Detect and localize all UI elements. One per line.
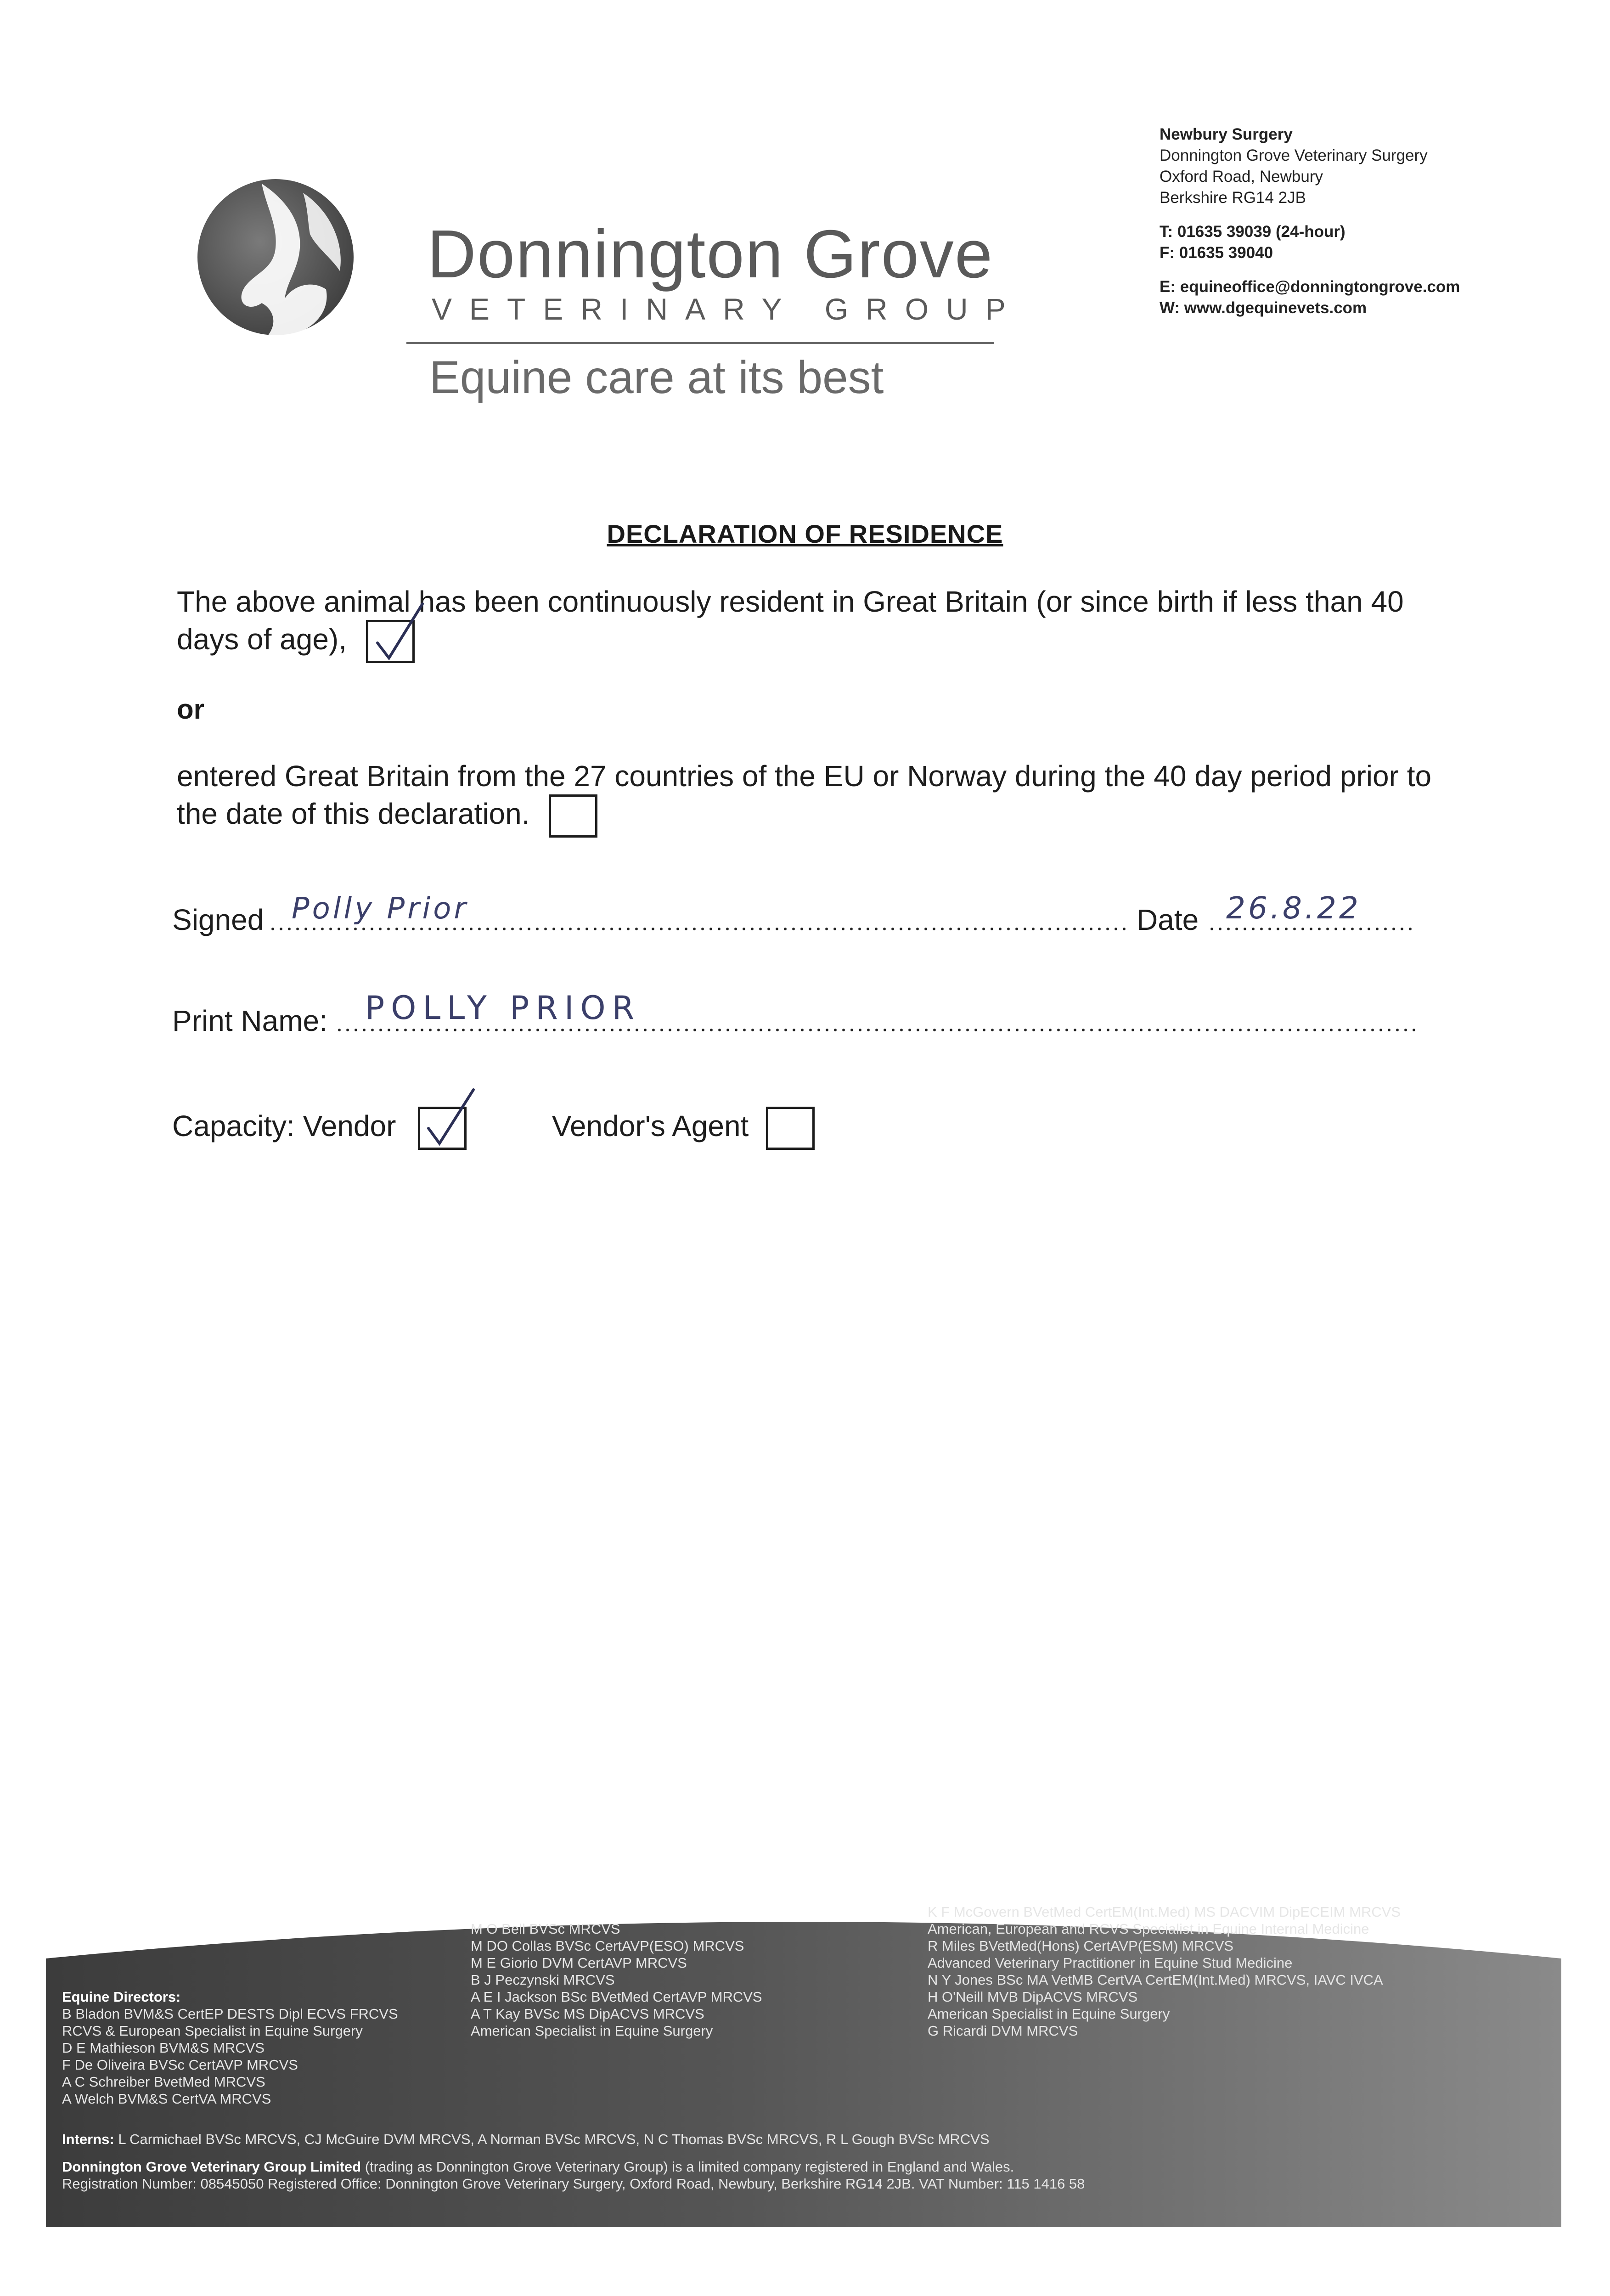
company-name: Donnington Grove Veterinary Group Limited [62, 2159, 361, 2175]
surgery-address-line: Berkshire RG14 2JB [1160, 189, 1306, 207]
residence-entered-checkbox[interactable] [549, 794, 597, 838]
capacity-row [172, 1107, 815, 1150]
specialist-line: K F McGovern BVetMed CertEM(Int.Med) MS DACVIM DipECEIM MRCVS [928, 1904, 1401, 1920]
residence-continuous-checkbox[interactable] [366, 620, 415, 663]
brand-divider [406, 342, 994, 344]
or-label: or [177, 694, 204, 725]
residence-statement-text: The above animal has been continuously resident in Great Britain (or since birth if less than 40 days of age), [177, 585, 1404, 656]
directors-title: Equine Directors: [62, 1989, 181, 2005]
print-name-label: Print Name: [172, 1004, 327, 1037]
check-mark-icon [364, 599, 428, 668]
specialist-line: R Miles BVetMed(Hons) CertAVP(ESM) MRCVS [928, 1938, 1234, 1954]
surgery-contact-block [1160, 124, 1591, 319]
specialist-line: American, European and RCVS Specialist in Equine Internal Medicine [928, 1921, 1369, 1937]
brand-name: Donnington Grove [427, 216, 994, 292]
print-name-row [172, 989, 1417, 1038]
directors-block [62, 1988, 398, 2107]
footer-band [46, 1896, 1561, 2227]
surgery-address-line: Donnington Grove Veterinary Surgery [1160, 146, 1428, 164]
specialist-line: American Specialist in Equine Surgery [928, 2006, 1170, 2022]
residence-option-entered [177, 758, 1444, 838]
surgery-website: W: www.dgequinevets.com [1160, 299, 1367, 317]
specialist-line: G Ricardi DVM MRCVS [928, 2023, 1078, 2039]
specialist-line: H O'Neill MVB DipACVS MRCVS [928, 1989, 1138, 2005]
associate-line: B J Peczynski MRCVS [471, 1972, 615, 1988]
capacity-vendor-label: Capacity: Vendor [172, 1109, 396, 1142]
interns-text: L Carmichael BVSc MRCVS, CJ McGuire DVM MRCVS, A Norman BVSc MRCVS, N C Thomas BVSc MRCVS, R L Gough BVSc MRCVS [118, 2131, 990, 2147]
company-text: (trading as Donnington Grove Veterinary Group) is a limited company registered in England and Wales. [365, 2159, 1014, 2175]
associate-line: A E I Jackson BSc BVetMed CertAVP MRCVS [471, 1989, 762, 2005]
surgery-email: E: equineoffice@donningtongrove.com [1160, 278, 1460, 296]
capacity-vendor-checkbox[interactable] [418, 1107, 467, 1150]
print-name-value: POLLY PRIOR [365, 989, 641, 1027]
horse-logo-icon [193, 174, 358, 340]
associate-line: M O Bell BVSc MRCVS [471, 1921, 620, 1937]
director-line: D E Mathieson BVM&S MRCVS [62, 2040, 265, 2056]
form-title: DECLARATION OF RESIDENCE [607, 519, 1003, 548]
date-line[interactable] [1208, 927, 1417, 931]
associate-line: A T Kay BVSc MS DipACVS MRCVS [471, 2006, 704, 2022]
signature-row [172, 890, 1417, 937]
brand-subtitle: VETERINARY GROUP [432, 292, 1023, 326]
associate-line: M E Giorio DVM CertAVP MRCVS [471, 1955, 687, 1971]
surgery-phone: T: 01635 39039 (24-hour) [1160, 223, 1345, 241]
surgery-fax: F: 01635 39040 [1160, 244, 1273, 262]
date-label: Date [1137, 903, 1199, 936]
director-line: A Welch BVM&S CertVA MRCVS [62, 2091, 271, 2107]
print-name-line[interactable] [335, 1028, 1417, 1032]
director-line: RCVS & European Specialist in Equine Surgery [62, 2023, 363, 2039]
signature-line[interactable] [269, 927, 1127, 931]
signature-value: Polly Prior [292, 892, 469, 926]
interns-label: Interns: [62, 2131, 114, 2147]
director-line: A C Schreiber BvetMed MRCVS [62, 2074, 265, 2090]
capacity-agent-label: Vendor's Agent [552, 1109, 749, 1142]
specialists-block [928, 1903, 1401, 2039]
specialist-line: Advanced Veterinary Practitioner in Equine Stud Medicine [928, 1955, 1293, 1971]
date-value: 26.8.22 [1226, 890, 1361, 926]
specialist-line: N Y Jones BSc MA VetMB CertVA CertEM(Int.Med) MRCVS, IAVC IVCA [928, 1972, 1383, 1988]
registration-text: Registration Number: 08545050 Registered Office: Donnington Grove Veterinary Surgery, Oxford Road, Newbury, Berkshire RG14 2JB. VAT Number: 115 1416 58 [62, 2176, 1085, 2192]
associates-title: Associates: [471, 1904, 551, 1920]
associates-block [471, 1903, 762, 2039]
interns-line [62, 2131, 990, 2148]
associate-line: American Specialist in Equine Surgery [471, 2023, 713, 2039]
check-mark-icon [416, 1086, 480, 1155]
brand-tagline: Equine care at its best [429, 352, 884, 403]
signed-label: Signed [172, 903, 264, 936]
entered-statement-text: entered Great Britain from the 27 countries of the EU or Norway during the 40 day period prior to the date of this declaration. [177, 760, 1432, 830]
surgery-name: Newbury Surgery [1160, 125, 1293, 143]
surgery-address-line: Oxford Road, Newbury [1160, 168, 1323, 186]
director-line: F De Oliveira BVSc CertAVP MRCVS [62, 2057, 298, 2073]
director-line: B Bladon BVM&S CertEP DESTS Dipl ECVS FRCVS [62, 2006, 398, 2022]
associate-line: M DO Collas BVSc CertAVP(ESO) MRCVS [471, 1938, 744, 1954]
company-block [62, 2158, 1085, 2192]
capacity-agent-checkbox[interactable] [766, 1107, 815, 1150]
residence-option-continuous [177, 583, 1444, 663]
